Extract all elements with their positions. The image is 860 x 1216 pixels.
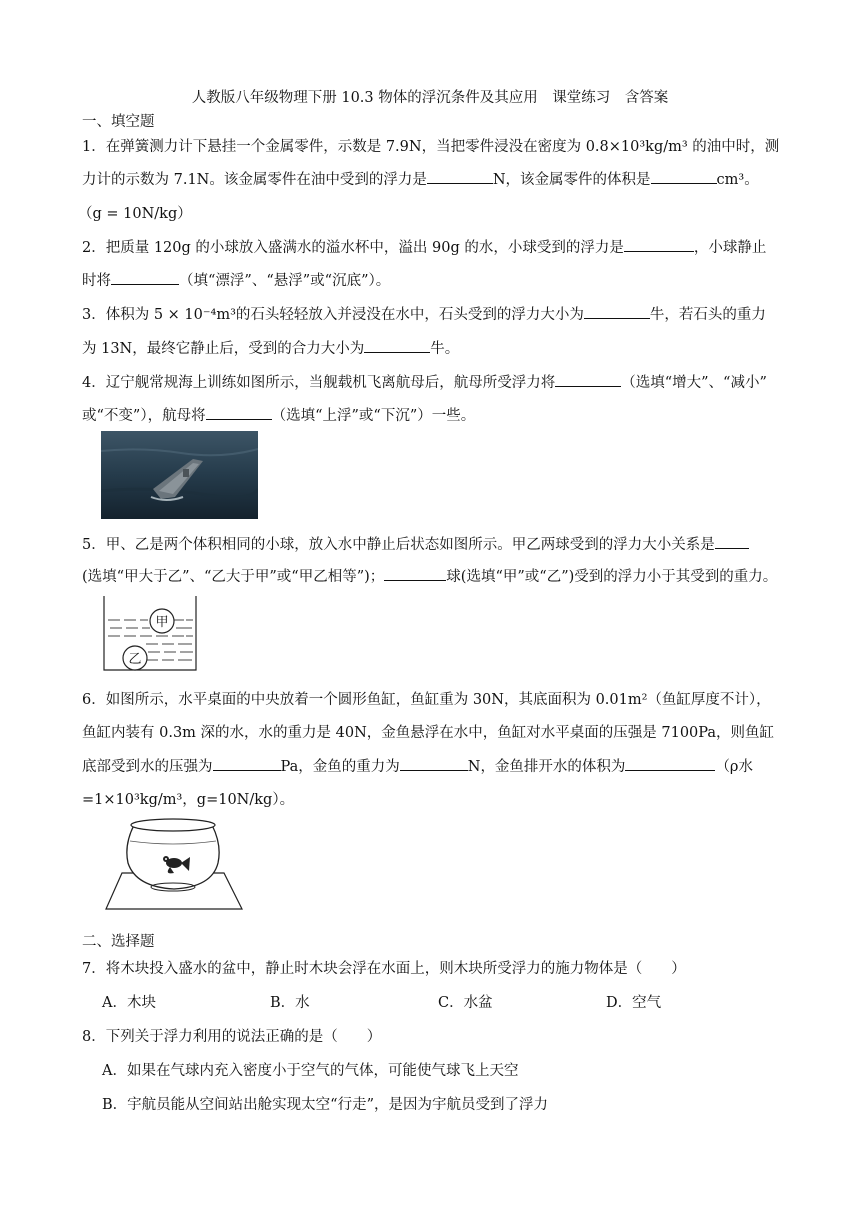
page-title: 人教版八年级物理下册 10.3 物体的浮沉条件及其应用 课堂练习 含答案: [191, 90, 669, 106]
section-fill-heading: 一、填空题: [82, 114, 155, 130]
q5-line1: [82, 533, 749, 554]
q6-text-d: （ρ水: [715, 759, 753, 775]
q2-text-c: 时将: [82, 273, 111, 289]
q6-blank-3[interactable]: [625, 756, 715, 771]
q6-text-c: N，金鱼排开水的体积为: [467, 759, 626, 775]
q3-text-b: 牛，若石头的重力: [649, 307, 766, 323]
q7-option-c[interactable]: C．水盆: [438, 995, 493, 1011]
q1-line1: 1．在弹簧测力计下悬挂一个金属零件，示数是 7.9N，当把零件浸没在密度为 0.8×10³kg/m³ 的油中时，测: [82, 139, 780, 155]
q2-line2: [82, 269, 390, 290]
q8-option-b[interactable]: B．宇航员能从空间站出舱实现太空“行走”，是因为宇航员受到了浮力: [102, 1097, 548, 1113]
q7-stem: 7．将木块投入盛水的盆中，静止时木块会浮在水面上，则木块所受浮力的施力物体是（ ）: [82, 961, 686, 977]
q1-blank-1[interactable]: [427, 169, 493, 184]
q6-text-a: 底部受到水的压强为: [82, 759, 213, 775]
q6-line3: [82, 755, 753, 776]
q4-text-d: （选填“上浮”或“下沉”）一些。: [271, 408, 476, 424]
q5-text-b: (选填“甲大于乙”、“乙大于甲”或“甲乙相等”)；: [82, 569, 385, 585]
q5-text-c: 球(选填“甲”或“乙”)受到的浮力小于其受到的重力。: [446, 569, 778, 585]
q2-text-b: ，小球静止: [693, 240, 767, 256]
q4-text-b: （选填“增大”、“减小”: [621, 375, 767, 391]
q5-blank-2[interactable]: [384, 566, 446, 581]
q2-blank-2[interactable]: [111, 270, 179, 285]
q1-text-b: N，该金属零件的体积是: [492, 172, 651, 188]
q6-line2: 鱼缸内装有 0.3m 深的水，水的重力是 40N，金鱼悬浮在水中，鱼缸对水平桌面的压强是 7100Pa，则鱼缸: [82, 725, 775, 741]
q2-line1: [82, 236, 766, 257]
q5-line2: [82, 565, 777, 586]
q6-text-b: Pa，金鱼的重力为: [280, 759, 400, 775]
q2-text-d: （填“漂浮”、“悬浮”或“沉底”）。: [179, 273, 391, 289]
q3-text-a: 3．体积为 5 × 10⁻⁴m³的石头轻轻放入并浸没在水中，石头受到的浮力大小为: [82, 307, 584, 323]
q7-option-d[interactable]: D．空气: [606, 995, 662, 1011]
q5-blank-1[interactable]: [715, 534, 749, 549]
aircraft-carrier-photo: [101, 431, 258, 519]
q8-stem: 8．下列关于浮力利用的说法正确的是（ ）: [82, 1029, 382, 1045]
q2-text-a: 2．把质量 120g 的小球放入盛满水的溢水杯中，溢出 90g 的水，小球受到的浮力是: [82, 240, 624, 256]
q4-blank-2[interactable]: [206, 405, 272, 420]
q7-option-b[interactable]: B．水: [270, 995, 310, 1011]
q4-text-c: 或“不变”），航母将: [82, 408, 206, 424]
q1-line2: [82, 168, 759, 189]
q3-text-d: 牛。: [430, 341, 460, 357]
q4-text-a: 4．辽宁舰常规海上训练如图所示，当舰载机飞离航母后，航母所受浮力将: [82, 375, 556, 391]
q8-option-a[interactable]: A．如果在气球内充入密度小于空气的气体，可能使气球飞上天空: [102, 1063, 519, 1079]
q6-blank-2[interactable]: [400, 756, 468, 771]
q1-text-c: cm³。: [716, 172, 759, 188]
fishbowl-figure: [104, 815, 244, 915]
q5-text-a: 5．甲、乙是两个体积相同的小球，放入水中静止后状态如图所示。甲乙两球受到的浮力大小关系是: [82, 537, 715, 553]
beaker-balls-figure: [100, 594, 200, 674]
ball-yi-label: 乙: [128, 652, 142, 667]
ball-jia-label: 甲: [155, 615, 169, 630]
q1-text-a: 力计的示数为 7.1N。该金属零件在油中受到的浮力是: [82, 172, 427, 188]
q3-blank-2[interactable]: [364, 338, 430, 353]
q2-blank-1[interactable]: [624, 237, 694, 252]
q3-text-c: 为 13N，最终它静止后，受到的合力大小为: [82, 341, 365, 357]
q1-line3: （g = 10N/kg）: [78, 206, 192, 222]
section-choice-heading: 二、选择题: [82, 934, 155, 950]
q7-option-a[interactable]: A．木块: [102, 995, 156, 1011]
q6-blank-1[interactable]: [213, 756, 281, 771]
q4-line2: [82, 404, 475, 425]
q4-line1: [82, 371, 767, 392]
q3-line1: [82, 303, 766, 324]
q6-line1: 6．如图所示，水平桌面的中央放着一个圆形鱼缸，鱼缸重为 30N，其底面积为 0.01m²（鱼缸厚度不计），: [82, 692, 771, 708]
q6-line4: =1×10³kg/m³，g=10N/kg）。: [82, 792, 295, 808]
q4-blank-1[interactable]: [555, 372, 621, 387]
q3-line2: [82, 337, 459, 358]
q3-blank-1[interactable]: [584, 304, 650, 319]
q1-blank-2[interactable]: [651, 169, 717, 184]
